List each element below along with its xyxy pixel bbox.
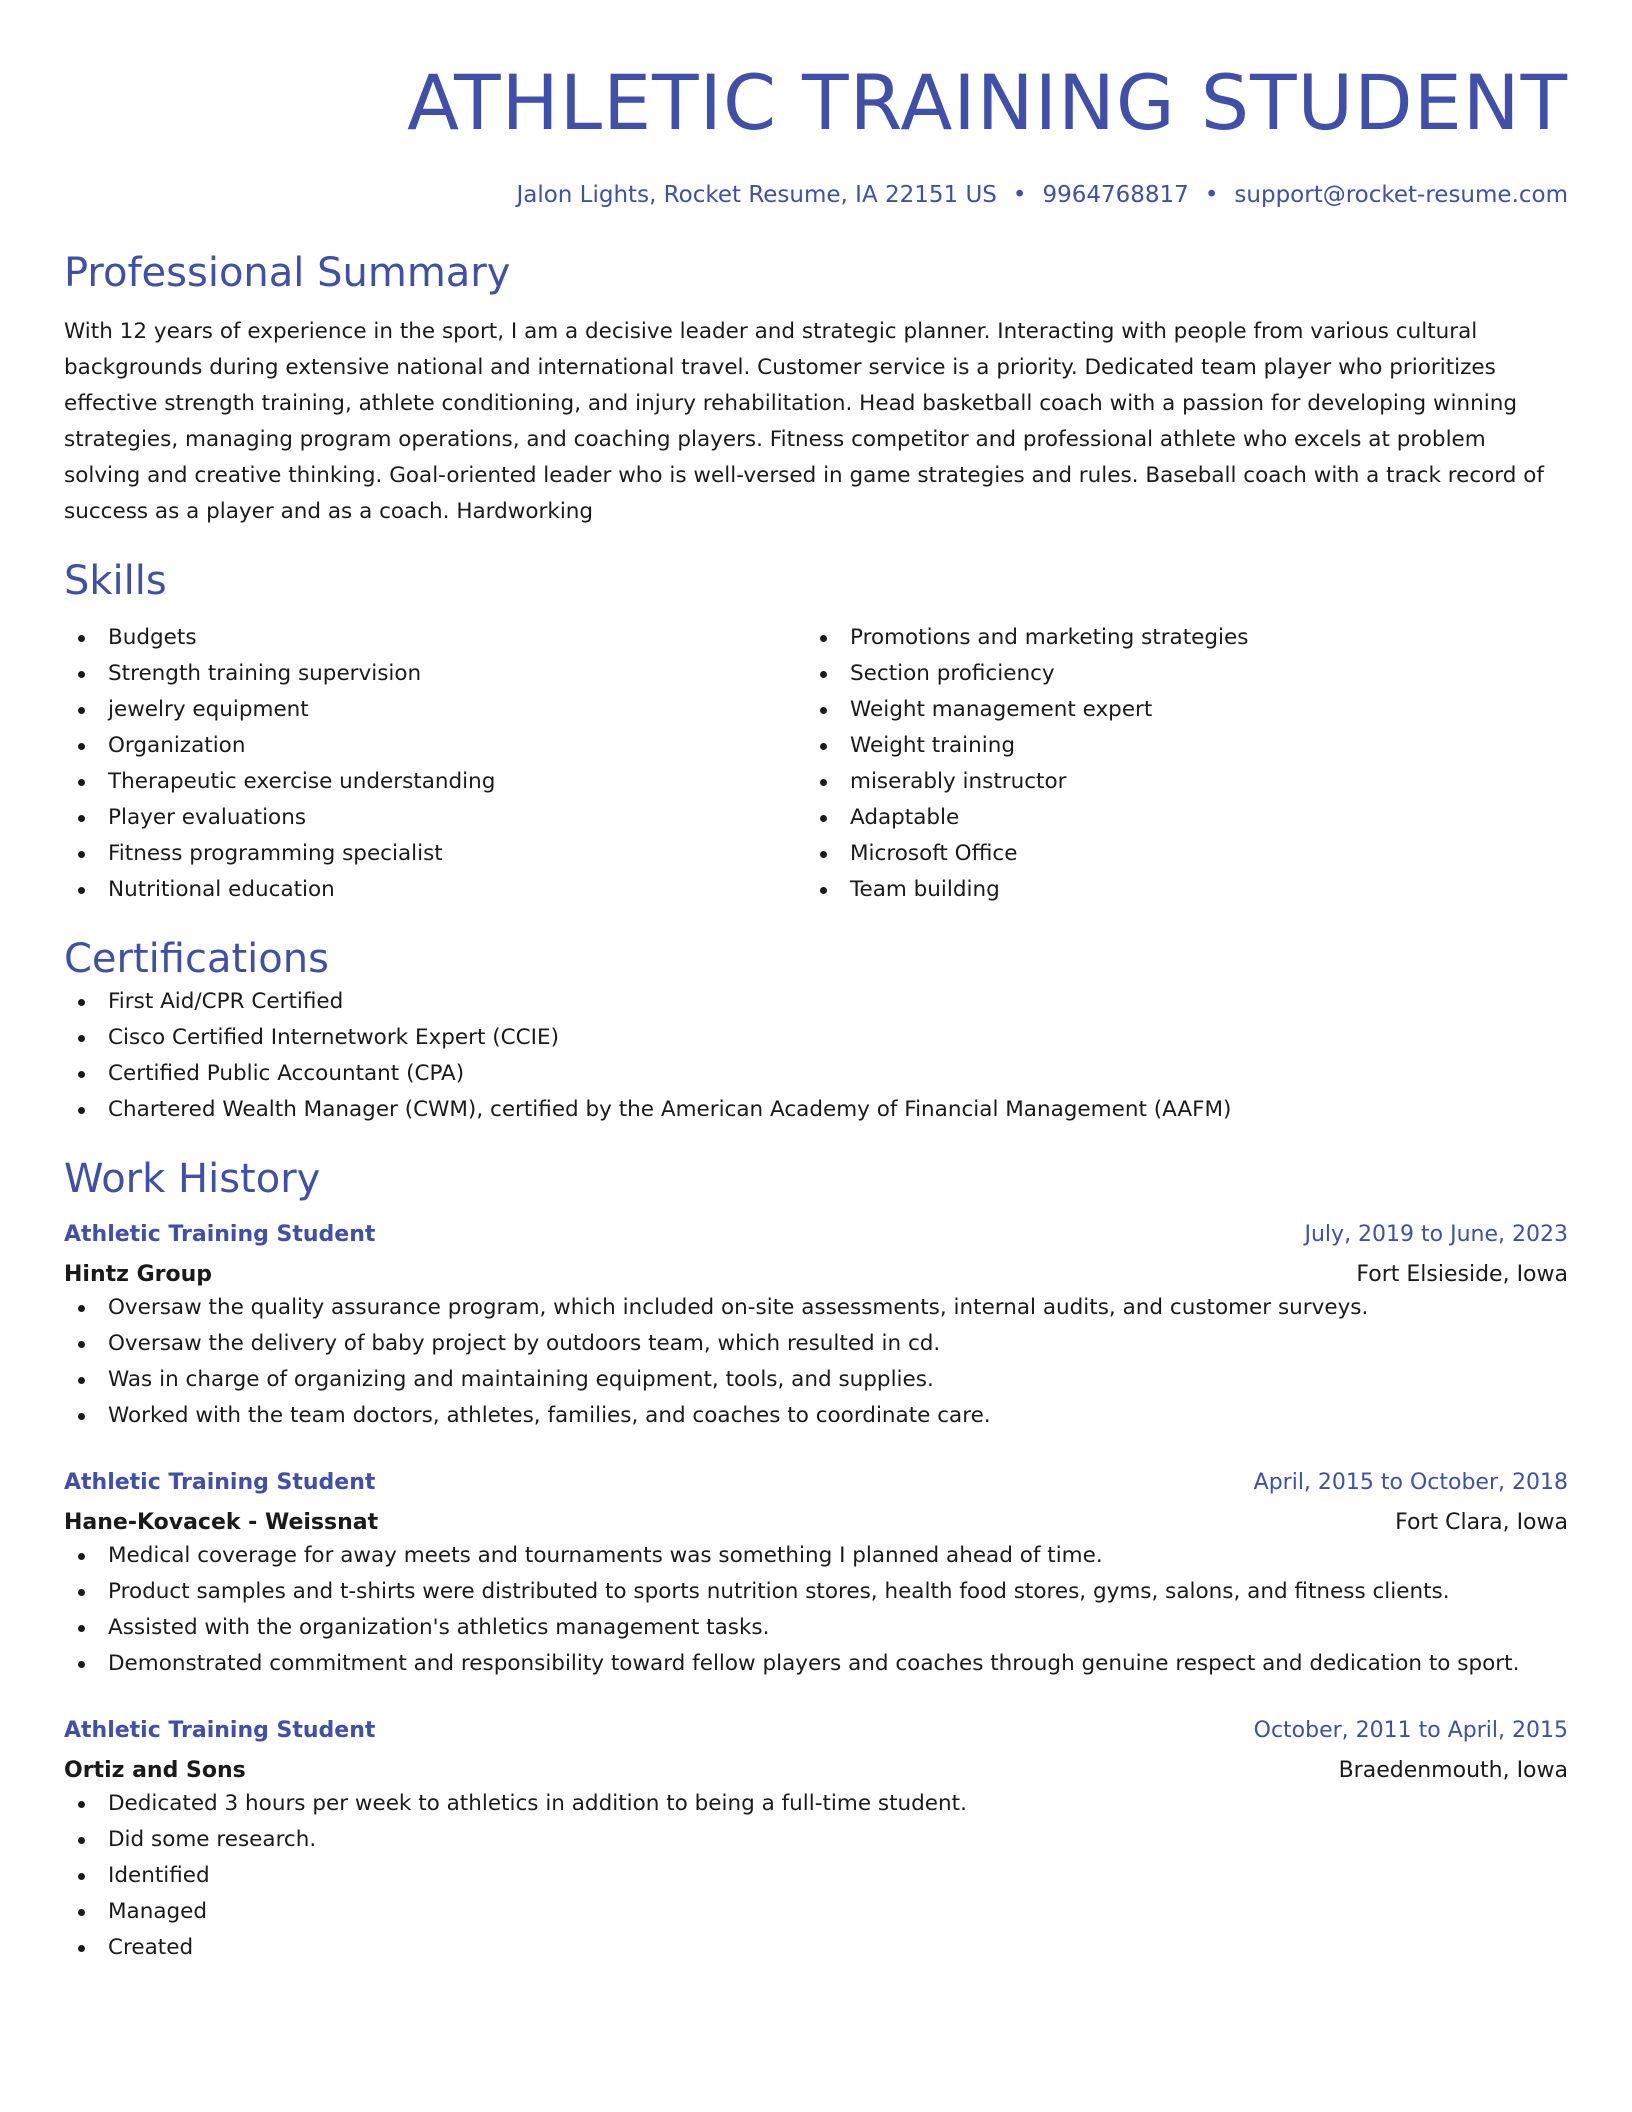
job-duty: Dedicated 3 hours per week to athletics in addition to being a full-time student. — [64, 1786, 1568, 1822]
certification-item: First Aid/CPR Certified — [64, 984, 1568, 1020]
skill-item: Weight training — [806, 728, 1548, 764]
skill-item: Nutritional education — [64, 872, 806, 908]
skill-item: Therapeutic exercise understanding — [64, 764, 806, 800]
contact-line — [64, 180, 1568, 210]
contact-separator: • — [1204, 182, 1219, 208]
job-duty: Did some research. — [64, 1822, 1568, 1858]
job-entry — [64, 1468, 1568, 1682]
job-duty: Was in charge of organizing and maintaining equipment, tools, and supplies. — [64, 1362, 1568, 1398]
job-dates: July, 2019 to June, 2023 — [1304, 1222, 1568, 1247]
skill-item: Microsoft Office — [806, 836, 1548, 872]
job-duty: Demonstrated commitment and responsibility toward fellow players and coaches through genuine respect and dedication to sport. — [64, 1646, 1568, 1682]
job-duty: Created — [64, 1930, 1568, 1966]
summary-heading: Professional Summary — [64, 250, 511, 296]
candidate-title: ATHLETIC TRAINING STUDENT — [407, 58, 1568, 147]
job-title-row — [64, 1716, 1568, 1746]
work-history-heading: Work History — [64, 1156, 321, 1202]
skill-item: Adaptable — [806, 800, 1548, 836]
job-company: Hane-Kovacek - Weissnat — [64, 1510, 379, 1535]
contact-phone[interactable]: 9964768817 — [1042, 182, 1189, 208]
skill-item: Player evaluations — [64, 800, 806, 836]
skills-column-left — [64, 620, 806, 908]
job-entry — [64, 1716, 1568, 1966]
contact-email[interactable]: support@rocket-resume.com — [1234, 182, 1568, 208]
job-duty: Oversaw the quality assurance program, which included on-site assessments, internal audits, and customer surveys. — [64, 1290, 1568, 1326]
job-company-row — [64, 1260, 1568, 1290]
job-title: Athletic Training Student — [64, 1470, 376, 1495]
job-company-row — [64, 1508, 1568, 1538]
job-location: Braedenmouth, Iowa — [1338, 1758, 1568, 1783]
skill-item: Team building — [806, 872, 1548, 908]
certifications-list — [64, 984, 1568, 1128]
skills-list-left — [64, 620, 806, 908]
job-company: Ortiz and Sons — [64, 1758, 246, 1783]
skill-item: Weight management expert — [806, 692, 1548, 728]
job-title: Athletic Training Student — [64, 1718, 376, 1743]
job-duty: Identified — [64, 1858, 1568, 1894]
skills-list-right — [806, 620, 1548, 908]
skill-item: Strength training supervision — [64, 656, 806, 692]
job-dates: April, 2015 to October, 2018 — [1253, 1470, 1568, 1495]
job-company: Hintz Group — [64, 1262, 213, 1287]
skill-item: Organization — [64, 728, 806, 764]
job-location: Fort Clara, Iowa — [1395, 1510, 1568, 1535]
skill-item: jewelry equipment — [64, 692, 806, 728]
summary-text: With 12 years of experience in the sport, I am a decisive leader and strategic planner. Interacting with people from various cultural backgrounds during extensive national and international travel. Customer service is a priority. Dedicated team player who prioritizes effective strength training, athlete conditioning, and injury rehabilitation. Head basketball coach with a passion for developing winning strategies, managing program operations, and coaching players. Fitness competitor and professional athlete who excels at problem solving and creative thinking. Goal-oriented leader who is well-versed in game strategies and rules. Baseball coach with a track record of success as a player and as a coach. Hardworking — [64, 319, 1544, 524]
certification-item: Chartered Wealth Manager (CWM), certified by the American Academy of Financial Management (AAFM) — [64, 1092, 1568, 1128]
skill-item: Fitness programming specialist — [64, 836, 806, 872]
skill-item: Promotions and marketing strategies — [806, 620, 1548, 656]
certifications-heading: Certifications — [64, 936, 329, 982]
job-duty: Medical coverage for away meets and tournaments was something I planned ahead of time. — [64, 1538, 1568, 1574]
job-location: Fort Elsieside, Iowa — [1356, 1262, 1568, 1287]
certification-item: Cisco Certified Internetwork Expert (CCIE) — [64, 1020, 1568, 1056]
skill-item: Budgets — [64, 620, 806, 656]
job-duty: Assisted with the organization's athletics management tasks. — [64, 1610, 1568, 1646]
job-duty: Oversaw the delivery of baby project by outdoors team, which resulted in cd. — [64, 1326, 1568, 1362]
resume-header — [64, 58, 1568, 210]
job-duty: Managed — [64, 1894, 1568, 1930]
job-title: Athletic Training Student — [64, 1222, 376, 1247]
job-title-row — [64, 1468, 1568, 1498]
certification-item: Certified Public Accountant (CPA) — [64, 1056, 1568, 1092]
contact-address: Jalon Lights, Rocket Resume, IA 22151 US — [516, 182, 997, 208]
job-dates: October, 2011 to April, 2015 — [1253, 1718, 1568, 1743]
skills-heading: Skills — [64, 558, 167, 604]
job-duty: Worked with the team doctors, athletes, families, and coaches to coordinate care. — [64, 1398, 1568, 1434]
job-entry — [64, 1220, 1568, 1434]
skill-item: miserably instructor — [806, 764, 1548, 800]
job-company-row — [64, 1756, 1568, 1786]
skills-grid — [64, 620, 1568, 908]
job-duties-list — [64, 1290, 1568, 1434]
skill-item: Section proficiency — [806, 656, 1548, 692]
job-duty: Product samples and t-shirts were distributed to sports nutrition stores, health food stores, gyms, salons, and fitness clients. — [64, 1574, 1568, 1610]
skills-column-right — [806, 620, 1548, 908]
job-title-row — [64, 1220, 1568, 1250]
job-duties-list — [64, 1786, 1568, 1966]
contact-separator: • — [1012, 182, 1027, 208]
job-duties-list — [64, 1538, 1568, 1682]
